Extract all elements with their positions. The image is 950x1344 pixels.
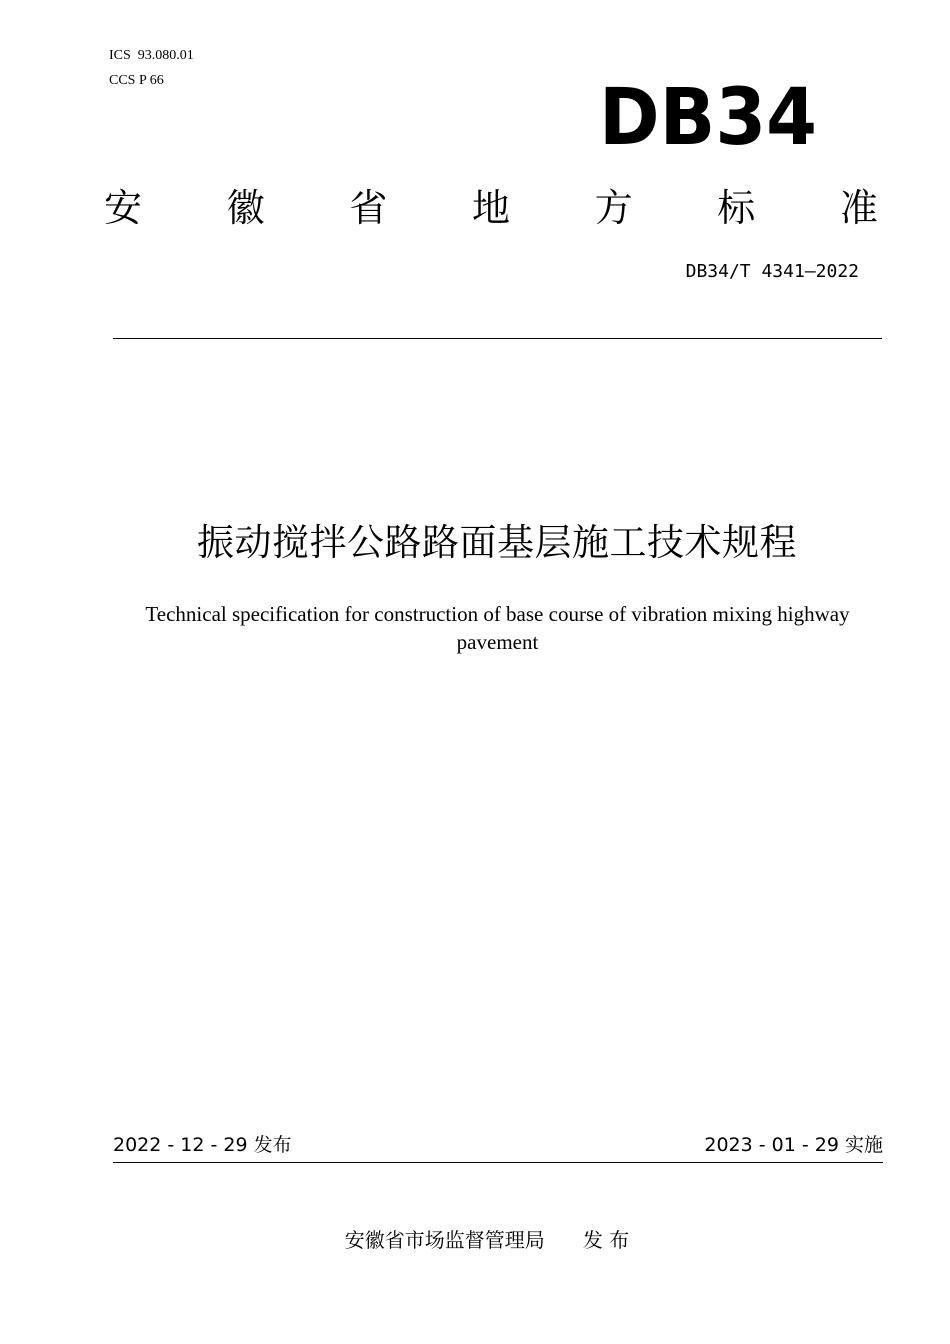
standard-type-char: 准 <box>839 186 878 230</box>
footer-divider <box>113 1162 883 1163</box>
db34-logo-graphic <box>599 78 819 156</box>
document-title-english: Technical specification for construction of base course of vibration mixing highway pavement <box>145 602 850 654</box>
standard-type-char: 徽 <box>226 186 265 230</box>
db34-logo-text: DB34 <box>599 78 817 156</box>
standard-logo-db34 <box>599 78 819 156</box>
standard-type-char: 标 <box>717 186 756 230</box>
document-title-chinese: 振动搅拌公路路面基层施工技术规程 <box>197 521 797 564</box>
standard-type-char: 地 <box>471 186 510 230</box>
publisher: 安徽省市场监督管理局 发 布 <box>344 1228 630 1252</box>
ics-code: ICS 93.080.01 <box>109 48 194 63</box>
issue-date: 2022 - 12 - 29 发布 <box>113 1134 292 1156</box>
standard-type-char: 方 <box>594 186 633 230</box>
standard-type-heading <box>104 184 878 232</box>
header-divider <box>113 338 882 339</box>
standard-number: DB34/T 4341—2022 <box>685 261 859 282</box>
standard-type-char: 安 <box>104 186 143 230</box>
implementation-date: 2023 - 01 - 29 实施 <box>704 1134 883 1156</box>
ccs-code: CCS P 66 <box>109 73 164 88</box>
standard-type-char: 省 <box>349 186 388 230</box>
